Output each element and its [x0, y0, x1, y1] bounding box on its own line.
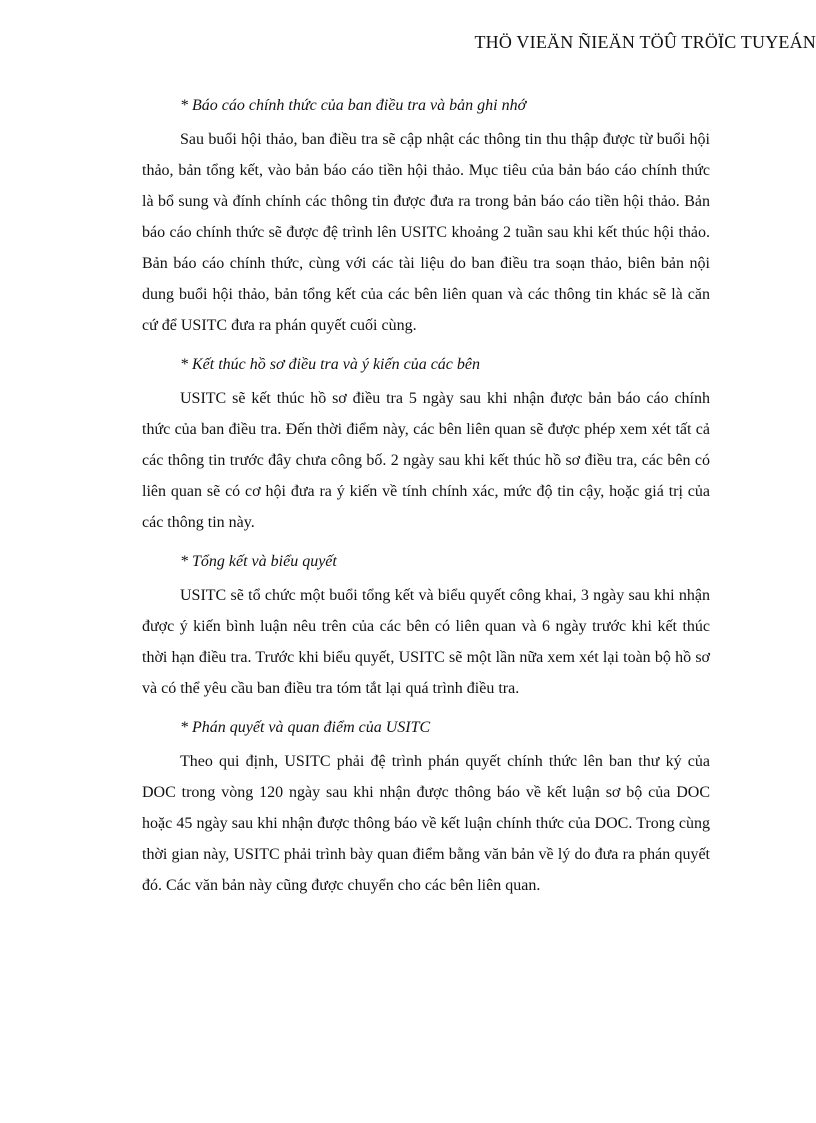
- section-paragraph: Theo qui định, USITC phải đệ trình phán quyết chính thức lên ban thư ký của DOC trong vòng 120 ngày sau khi nhận được thông báo về kết luận sơ bộ của DOC hoặc 45 ngày sau khi nhận được thông báo về kết luận chính thức của DOC. Trong cùng thời gian này, USITC phải trình bày quan điểm bằng văn bản về lý do đưa ra phán quyết đó. Các văn bản này cũng được chuyển cho các bên liên quan.: [142, 753, 710, 894]
- section-heading: * Tổng kết và biểu quyết: [180, 553, 337, 570]
- section-vote: [142, 548, 710, 704]
- section-heading: * Báo cáo chính thức của ban điều tra và bản ghi nhớ: [180, 97, 527, 114]
- section-close-record: [142, 351, 710, 538]
- section-paragraph: USITC sẽ tổ chức một buổi tổng kết và biểu quyết công khai, 3 ngày sau khi nhận được ý kiến bình luận nêu trên của các bên có liên quan và 6 ngày trước khi kết thúc thời hạn điều tra. Trước khi biểu quyết, USITC sẽ một lần nữa xem xét lại toàn bộ hồ sơ và có thể yêu cầu ban điều tra tóm tắt lại quá trình điều tra.: [142, 587, 710, 697]
- section-heading: * Phán quyết và quan điểm của USITC: [180, 719, 431, 736]
- section-paragraph: USITC sẽ kết thúc hồ sơ điều tra 5 ngày sau khi nhận được bản báo cáo chính thức của ban điều tra. Đến thời điểm này, các bên liên quan sẽ được phép xem xét tất cả các thông tin trước đây chưa công bố. 2 ngày sau khi kết thúc hồ sơ điều tra, các bên có liên quan sẽ có cơ hội đưa ra ý kiến về tính chính xác, mức độ tin cậy, hoặc giá trị của các thông tin này.: [142, 390, 710, 531]
- section-heading: * Kết thúc hồ sơ điều tra và ý kiến của các bên: [180, 356, 481, 373]
- page-running-header: THÖ VIEÄN ÑIEÄN TÖÛ TRÖÏC TUYEÁN: [474, 32, 816, 52]
- section-paragraph: Sau buổi hội thảo, ban điều tra sẽ cập nhật các thông tin thu thập được từ buổi hội thảo, bản tổng kết, vào bản báo cáo tiền hội thảo. Mục tiêu của bản báo cáo chính thức là bổ sung và đính chính các thông tin được đưa ra trong bản báo cáo tiền hội thảo. Bản báo cáo chính thức sẽ được đệ trình lên USITC khoảng 2 tuần sau khi kết thúc hội thảo. Bản báo cáo chính thức, cùng với các tài liệu do ban điều tra soạn thảo, biên bản nội dung buổi hội thảo, bản tổng kết của các bên liên quan và các thông tin khác sẽ là căn cứ để USITC đưa ra phán quyết cuối cùng.: [142, 131, 710, 334]
- section-determination: [142, 714, 710, 901]
- section-official-report: [142, 92, 710, 341]
- document-body: [142, 92, 710, 911]
